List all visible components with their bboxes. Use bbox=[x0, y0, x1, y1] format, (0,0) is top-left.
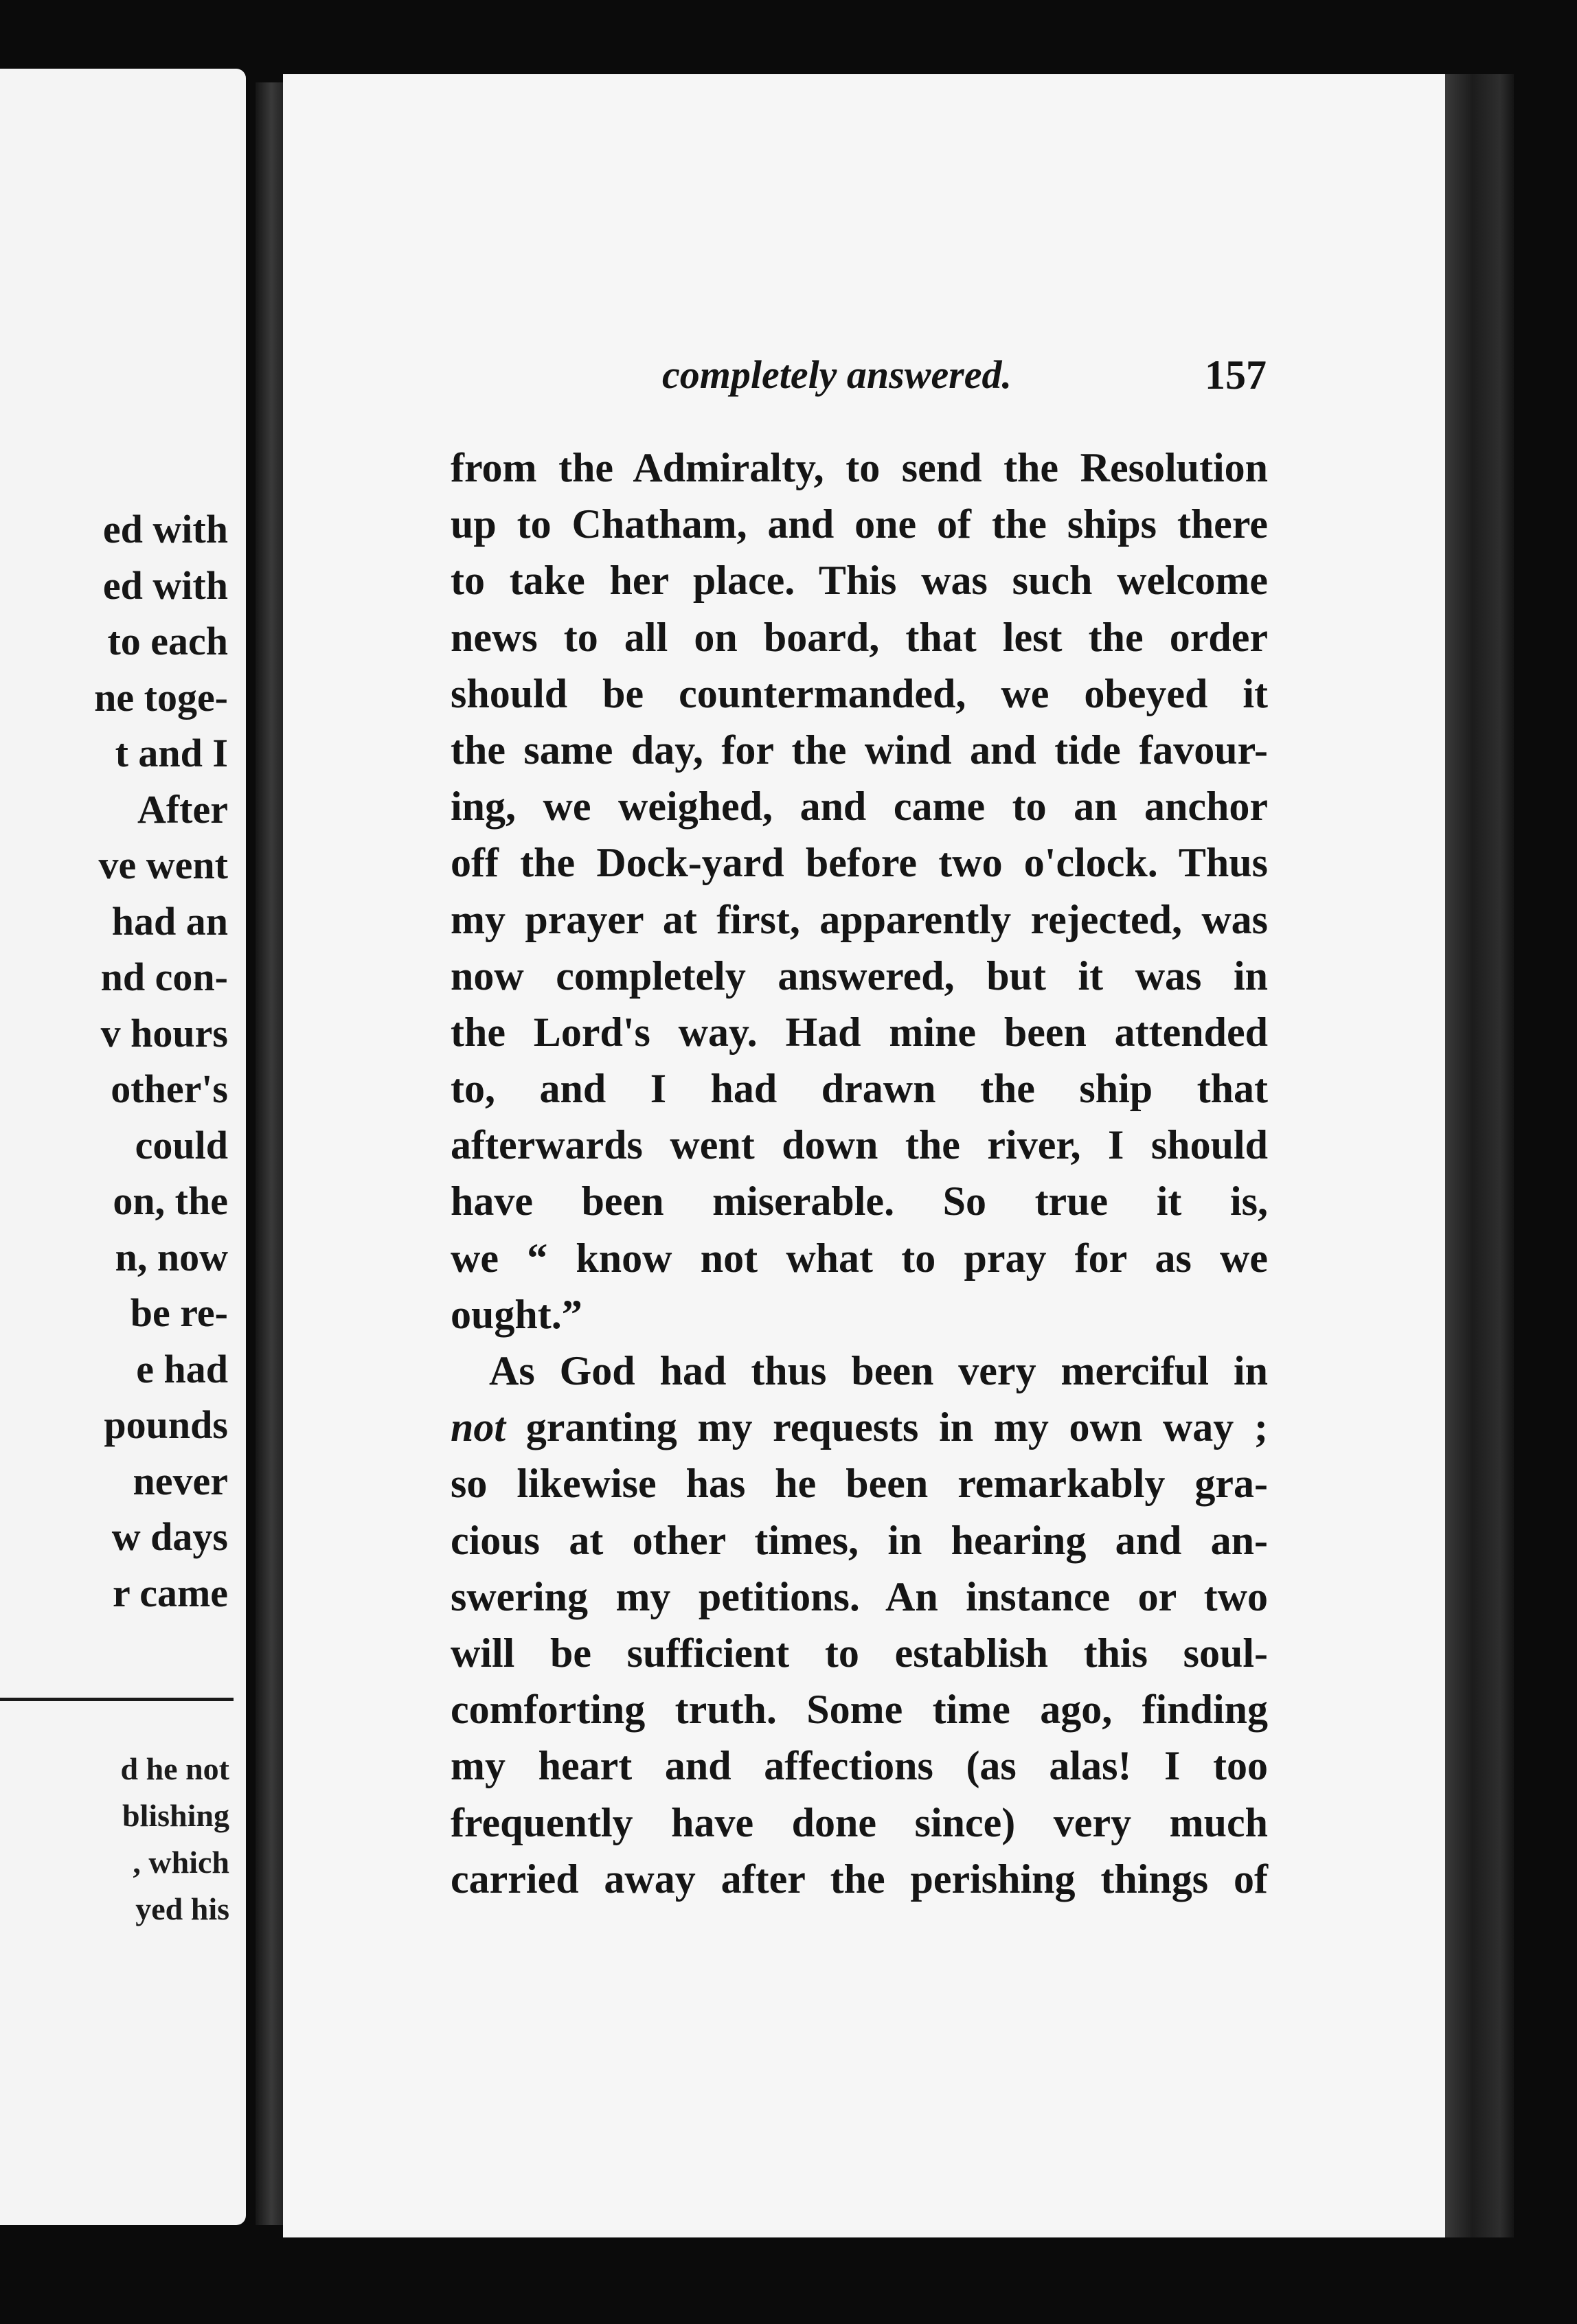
text-line: the same day, for the wind and tide favour- bbox=[451, 727, 1268, 773]
text-line bbox=[451, 1399, 1268, 1455]
left-line: ne toge- bbox=[94, 674, 228, 720]
text-line: the Lord's way. Had mine been attended bbox=[451, 1009, 1268, 1055]
main-text bbox=[451, 440, 1268, 1907]
text-line: comforting truth. Some time ago, finding bbox=[451, 1687, 1268, 1733]
page-number: 157 bbox=[1205, 352, 1267, 398]
text-line: swering my petitions. An instance or two bbox=[451, 1573, 1268, 1619]
left-page-text bbox=[94, 501, 228, 1621]
text-line: my heart and affections (as alas! I too bbox=[451, 1743, 1268, 1789]
left-line: v hours bbox=[100, 1010, 228, 1056]
left-line: n, now bbox=[115, 1234, 228, 1279]
text-line: have been miserable. So true it is, bbox=[451, 1178, 1268, 1224]
left-line: be re- bbox=[130, 1290, 228, 1335]
left-line: nd con- bbox=[100, 955, 228, 999]
left-footnotes bbox=[121, 1746, 229, 1933]
page-edge bbox=[1445, 74, 1514, 2237]
left-line: pounds bbox=[104, 1402, 228, 1447]
text-line: afterwards went down the river, I should bbox=[451, 1122, 1268, 1168]
text-line: to, and I had drawn the ship that bbox=[451, 1066, 1268, 1112]
left-line: could bbox=[135, 1122, 228, 1167]
italic-word: not bbox=[451, 1404, 506, 1450]
left-line: on, the bbox=[113, 1178, 228, 1223]
text-line: ought.” bbox=[451, 1291, 582, 1337]
footnote-line: blishing bbox=[122, 1798, 229, 1833]
text-line: will be sufficient to establish this soul- bbox=[451, 1630, 1268, 1676]
left-line: r came bbox=[113, 1570, 228, 1615]
text-line: to take her place. This was such welcome bbox=[451, 558, 1268, 604]
text-line: off the Dock-yard before two o'clock. Thus bbox=[451, 840, 1268, 886]
footnote-line: , which bbox=[133, 1845, 229, 1880]
text-line-rest: granting my requests in my own way ; bbox=[506, 1404, 1268, 1450]
left-line: never bbox=[133, 1458, 228, 1503]
left-line: e had bbox=[136, 1346, 228, 1391]
left-line: t and I bbox=[115, 731, 228, 775]
text-line: now completely answered, but it was in bbox=[451, 953, 1268, 999]
footnote-rule bbox=[0, 1698, 234, 1701]
left-line: ed with bbox=[102, 507, 228, 551]
text-line: should be countermanded, we obeyed it bbox=[451, 670, 1268, 716]
text-line: frequently have done since) very much bbox=[451, 1799, 1268, 1845]
left-line: w days bbox=[111, 1514, 228, 1559]
text-line: my prayer at first, apparently rejected, was bbox=[451, 896, 1268, 942]
left-line: ed with bbox=[102, 562, 228, 608]
running-header bbox=[662, 352, 1267, 413]
left-line: other's bbox=[111, 1067, 228, 1111]
text-line: we “ know not what to pray for as we bbox=[451, 1235, 1268, 1281]
left-line: had an bbox=[111, 898, 228, 944]
footnote-line: yed his bbox=[135, 1891, 229, 1926]
text-line: up to Chatham, and one of the ships there bbox=[451, 501, 1268, 547]
footnote-line: d he not bbox=[120, 1751, 229, 1786]
text-line: so likewise has he been remarkably gra- bbox=[451, 1461, 1268, 1507]
text-line: ing, we weighed, and came to an anchor bbox=[451, 784, 1268, 830]
paragraph-start: As God had thus been very merciful in bbox=[489, 1348, 1268, 1393]
left-line: ve went bbox=[98, 843, 228, 887]
left-line: After bbox=[137, 786, 228, 832]
text-line: cious at other times, in hearing and an- bbox=[451, 1517, 1268, 1563]
text-line: from the Admiralty, to send the Resolution bbox=[451, 445, 1268, 490]
left-line: to each bbox=[107, 619, 228, 663]
left-page bbox=[0, 69, 246, 2225]
text-line: carried away after the perishing things of bbox=[451, 1856, 1268, 1902]
text-line: news to all on board, that lest the order bbox=[451, 614, 1268, 660]
running-head-title: completely answered. bbox=[662, 352, 1012, 397]
